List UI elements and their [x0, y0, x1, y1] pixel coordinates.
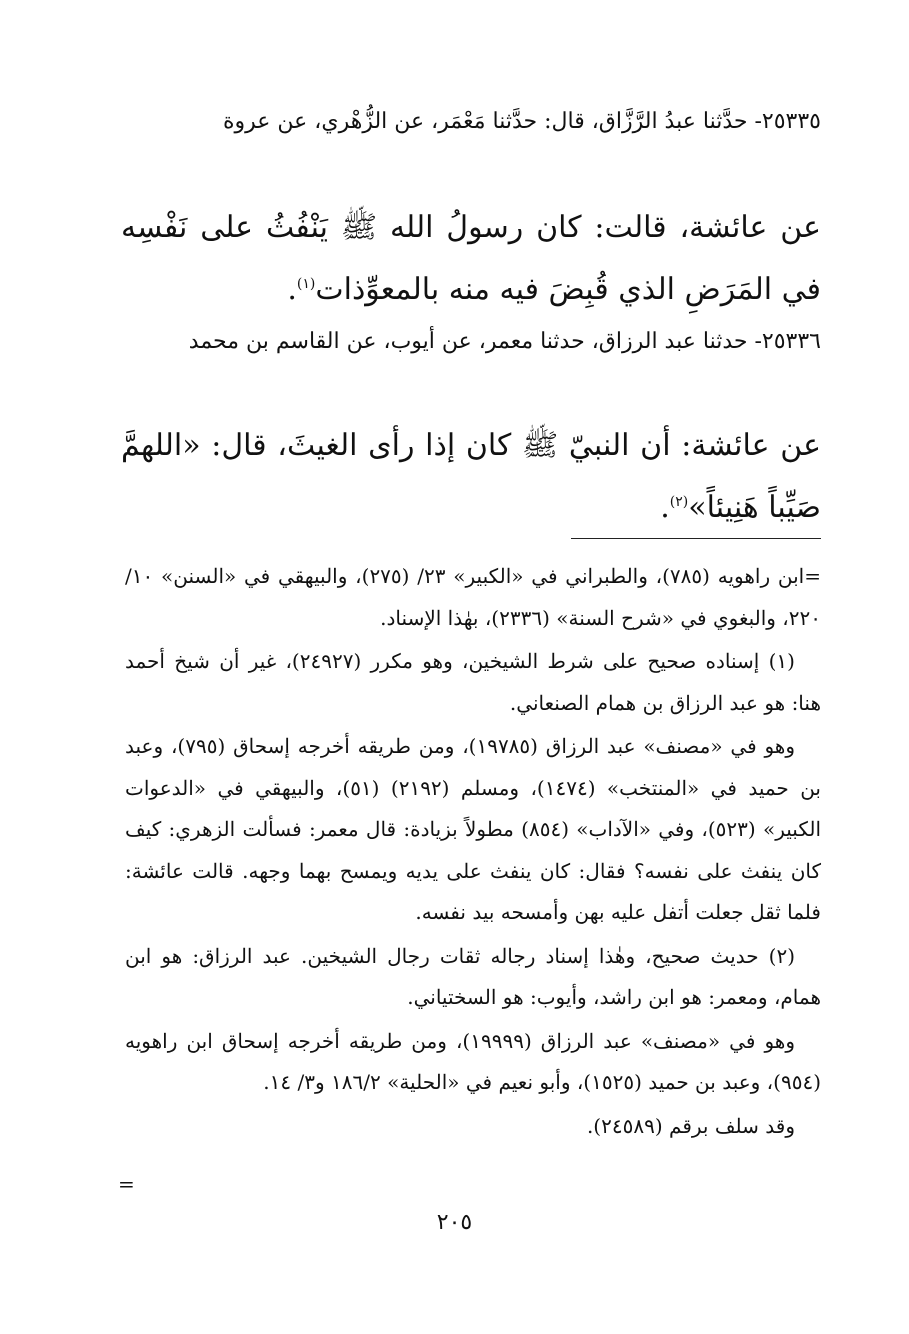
page-number: ٢٠٥ [436, 1210, 473, 1235]
hadith-2-footnote-ref: (٢) [669, 494, 689, 510]
hadith-2-matn [121, 418, 821, 536]
continuation-mark: = [118, 1172, 135, 1196]
hadith-1-isnad [121, 100, 821, 144]
hadith-2-matn-text: عن عائشة: أن النبيّ ﷺ كان إذا رأى الغيثَ، قال: «اللهمَّ صَيِّباً هَنِيئاً» [121, 428, 821, 525]
footnotes [125, 556, 821, 1149]
hadith-1-footnote-ref: (١) [296, 276, 316, 292]
footnote-2-sources: وهو في «مصنف» عبد الرزاق (١٩٩٩٩)، ومن طريقه أخرجه إسحاق ابن راهويه (٩٥٤)، وعبد بن حميد (١٥٢٥)، وأبو نعيم في «الحلية» ١٨٦/٢ و٣/ ١٤. [125, 1028, 821, 1094]
hadith-1-matn-text: عن عائشة، قالت: كان رسولُ الله ﷺ يَنْفُثُ على نَفْسِه في المَرَضِ الذي قُبِضَ فيه منه بالمعوِّذات [121, 210, 821, 307]
footnote-separator [571, 538, 821, 539]
hadith-1-number: ٢٥٣٣٥ [761, 109, 821, 134]
hadith-2-end: . [660, 490, 670, 525]
footnote-continuation: =ابن راهويه (٧٨٥)، والطبراني في «الكبير» ٢٣/ (٢٧٥)، والبيهقي في «السنن» ١٠/ ٢٢٠، والبغوي في «شرح السنة» (٢٣٣٦)، بهٰذا الإسناد. [125, 564, 821, 630]
footnote-1-sources: وهو في «مصنف» عبد الرزاق (١٩٧٨٥)، ومن طريقه أخرجه إسحاق (٧٩٥)، وعبد بن حميد في «المنتخب» (١٤٧٤)، ومسلم (٢١٩٢) (٥١)، والبيهقي في «الدعوات الكبير» (٥٢٣)، وفي «الآداب» (٨٥٤) مطولاً بزيادة: قال معمر: فسألت الزهري: كيف كان ينفث على نفسه؟ فقال: كان ينفث على يديه ويمسح بهما وجهه. قالت عائشة: فلما ثقل جعلت أتفل عليه بهن وأمسحه بيد نفسه. [125, 734, 822, 924]
hadith-1-matn [121, 200, 821, 318]
footnote-2-cross-ref: وقد سلف برقم (٢٤٥٨٩). [586, 1113, 795, 1138]
footnote-2: (٢) حديث صحيح، وهٰذا إسناد رجاله ثقات رجال الشيخين. عبد الرزاق: هو ابن همام، ومعمر: هو ابن راشد، وأيوب: هو السختياني. [125, 943, 821, 1009]
hadith-1-isnad-text: - حدَّثنا عبدُ الرَّزَّاق، قال: حدَّثنا مَعْمَر، عن الزُّهْري، عن عروة [222, 109, 762, 134]
footnote-1: (١) إسناده صحيح على شرط الشيخين، وهو مكرر (٢٤٩٢٧)، غير أن شيخ أحمد هنا: هو عبد الرزاق بن همام الصنعاني. [125, 649, 821, 715]
hadith-2-isnad-text: - حدثنا عبد الرزاق، حدثنا معمر، عن أيوب، عن القاسم بن محمد [188, 329, 762, 354]
hadith-1-end: . [287, 272, 297, 307]
hadith-2-number: ٢٥٣٣٦ [761, 329, 821, 354]
hadith-2-isnad [121, 320, 821, 364]
